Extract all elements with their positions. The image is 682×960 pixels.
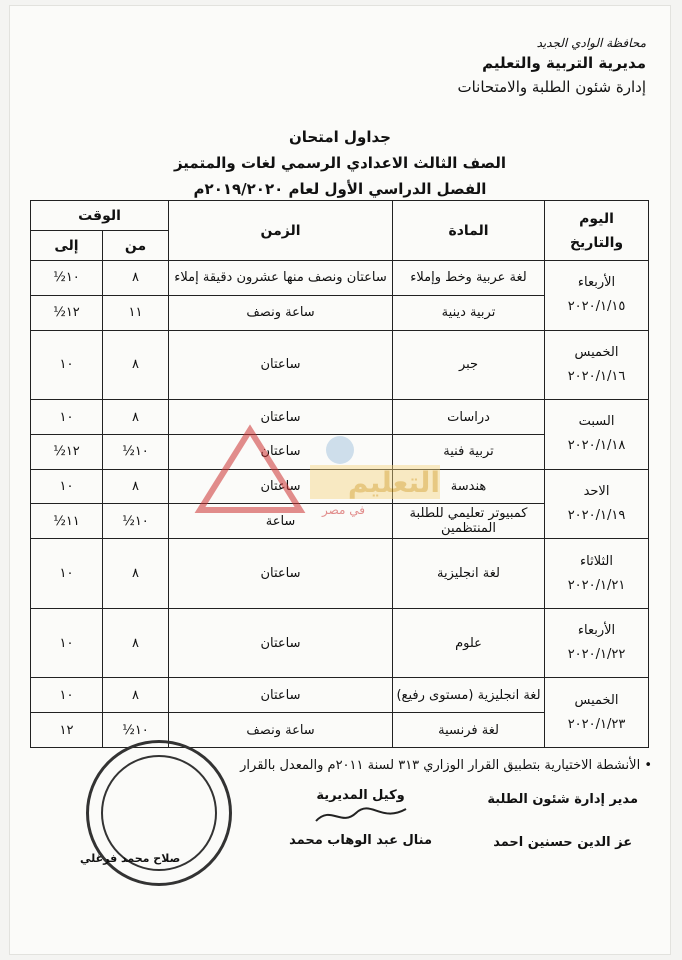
deputy-title: وكيل المديرية: [316, 788, 405, 803]
from-time-cell: ٨: [103, 330, 169, 400]
to-time-cell: ١٠: [31, 539, 103, 609]
day-date-cell: [545, 400, 649, 470]
from-time-cell: ٨: [103, 678, 169, 713]
document-titles: [10, 124, 670, 202]
date-label: ٢٠٢٠/١/١٥: [567, 299, 626, 315]
duration-cell: ساعتان ونصف منها عشرون دقيقة إملاء: [169, 261, 393, 296]
duration-cell: ساعتان: [169, 434, 393, 469]
to-time-cell: ١٠: [31, 330, 103, 400]
day-label: الأربعاء: [577, 275, 616, 291]
duration-cell: ساعة ونصف: [169, 713, 393, 748]
day-label: الثلاثاء: [580, 553, 613, 569]
department-label: إدارة شئون الطلبة والامتحانات: [457, 78, 646, 96]
duration-cell: ساعتان: [169, 400, 393, 435]
day-label: الخميس: [574, 692, 619, 708]
subject-cell: لغة انجليزية: [393, 539, 545, 609]
day-date-cell: [545, 608, 649, 678]
subject-cell: علوم: [393, 608, 545, 678]
day-date-cell: [545, 469, 649, 539]
duration-cell: ساعتان: [169, 469, 393, 504]
day-label: الاحد: [583, 483, 610, 499]
from-time-cell: ٨: [103, 261, 169, 296]
to-time-cell: ١٢½: [31, 434, 103, 469]
header-day: اليوم: [579, 210, 614, 227]
subject-cell: هندسة: [393, 469, 545, 504]
from-time-cell: ١١: [103, 295, 169, 330]
table-row: [31, 261, 649, 296]
from-time-cell: ١٠½: [103, 434, 169, 469]
date-label: ٢٠٢٠/١/٢١: [567, 577, 626, 593]
table-row: [31, 539, 649, 609]
day-label: الأربعاء: [577, 623, 616, 639]
from-time-cell: ٨: [103, 539, 169, 609]
deputy-handwritten-signature: [311, 803, 411, 829]
director-name: صلاح محمد فرغلي: [80, 852, 181, 865]
header-duration: الزمن: [169, 201, 393, 261]
day-label: السبت: [578, 414, 615, 430]
students-affairs-name: عز الدين حسنين احمد: [493, 835, 633, 850]
day-label: الخميس: [574, 344, 619, 360]
date-label: ٢٠٢٠/١/١٦: [567, 368, 626, 384]
title-line-1: جداول امتحان: [289, 128, 391, 146]
duration-cell: ساعة: [169, 504, 393, 539]
to-time-cell: ١٢: [31, 713, 103, 748]
from-time-cell: ١٠½: [103, 504, 169, 539]
header-time: الوقت: [31, 201, 169, 231]
duration-cell: ساعة ونصف: [169, 295, 393, 330]
header-subject: المادة: [393, 201, 545, 261]
subject-cell: كمبيوتر تعليمي للطلبة المنتظمين: [393, 504, 545, 539]
date-label: ٢٠٢٠/١/٢٢: [567, 647, 626, 663]
header-from: من: [103, 231, 169, 261]
header-to: إلى: [31, 231, 103, 261]
from-time-cell: ٨: [103, 608, 169, 678]
header-day-date: [545, 201, 649, 261]
duration-cell: ساعتان: [169, 539, 393, 609]
duration-cell: ساعتان: [169, 608, 393, 678]
signature-students-affairs: [487, 792, 638, 850]
table-row: [31, 678, 649, 713]
duration-cell: ساعتان: [169, 330, 393, 400]
to-time-cell: ١٠: [31, 400, 103, 435]
subject-cell: تربية دينية: [393, 295, 545, 330]
to-time-cell: ١٠: [31, 608, 103, 678]
day-date-cell: [545, 261, 649, 331]
date-label: ٢٠٢٠/١/١٨: [567, 438, 626, 454]
subject-cell: جبر: [393, 330, 545, 400]
from-time-cell: ١٠½: [103, 713, 169, 748]
to-time-cell: ١٠: [31, 469, 103, 504]
subject-cell: لغة انجليزية (مستوى رفيع): [393, 678, 545, 713]
to-time-cell: ١١½: [31, 504, 103, 539]
activities-note-text: الأنشطة الاختيارية بتطبيق القرار الوزاري ٣١٣ لسنة ٢٠١١م والمعدل بالقرار: [240, 758, 641, 773]
activities-note: • الأنشطة الاختيارية بتطبيق القرار الوزاري ٣١٣ لسنة ٢٠١١م والمعدل بالقرار: [240, 758, 652, 773]
signature-director: [80, 852, 180, 865]
watermark-logo: [190, 420, 450, 520]
date-label: ٢٠٢٠/١/٢٣: [567, 716, 626, 732]
subject-cell: لغة فرنسية: [393, 713, 545, 748]
subject-cell: دراسات: [393, 400, 545, 435]
subject-cell: تربية فنية: [393, 434, 545, 469]
to-time-cell: ١٠½: [31, 261, 103, 296]
title-line-3: الفصل الدراسي الأول لعام ٢٠١٩/٢٠٢٠م: [193, 180, 487, 198]
document-header: [457, 36, 646, 96]
directorate-label: مديرية التربية والتعليم: [482, 54, 646, 72]
day-date-cell: [545, 330, 649, 400]
watermark-subtext: في مصر: [321, 503, 365, 517]
from-time-cell: ٨: [103, 400, 169, 435]
day-date-cell: [545, 678, 649, 748]
table-row: [31, 608, 649, 678]
deputy-name: منال عبد الوهاب محمد: [289, 833, 432, 848]
title-line-2: الصف الثالث الاعدادي الرسمي لغات والمتميز: [173, 154, 507, 172]
to-time-cell: ١٠: [31, 678, 103, 713]
date-label: ٢٠٢٠/١/١٩: [567, 507, 626, 523]
table-row: [31, 330, 649, 400]
header-date: والتاريخ: [569, 234, 624, 251]
governorate-label: محافظة الوادي الجديد: [536, 36, 646, 50]
duration-cell: ساعتان: [169, 678, 393, 713]
from-time-cell: ٨: [103, 469, 169, 504]
day-date-cell: [545, 539, 649, 609]
subject-cell: لغة عربية وخط وإملاء: [393, 261, 545, 296]
signature-deputy: [289, 788, 432, 848]
to-time-cell: ١٢½: [31, 295, 103, 330]
watermark-text: التعليم: [347, 466, 440, 499]
students-affairs-title: مدير إدارة شئون الطلبة: [487, 792, 638, 807]
